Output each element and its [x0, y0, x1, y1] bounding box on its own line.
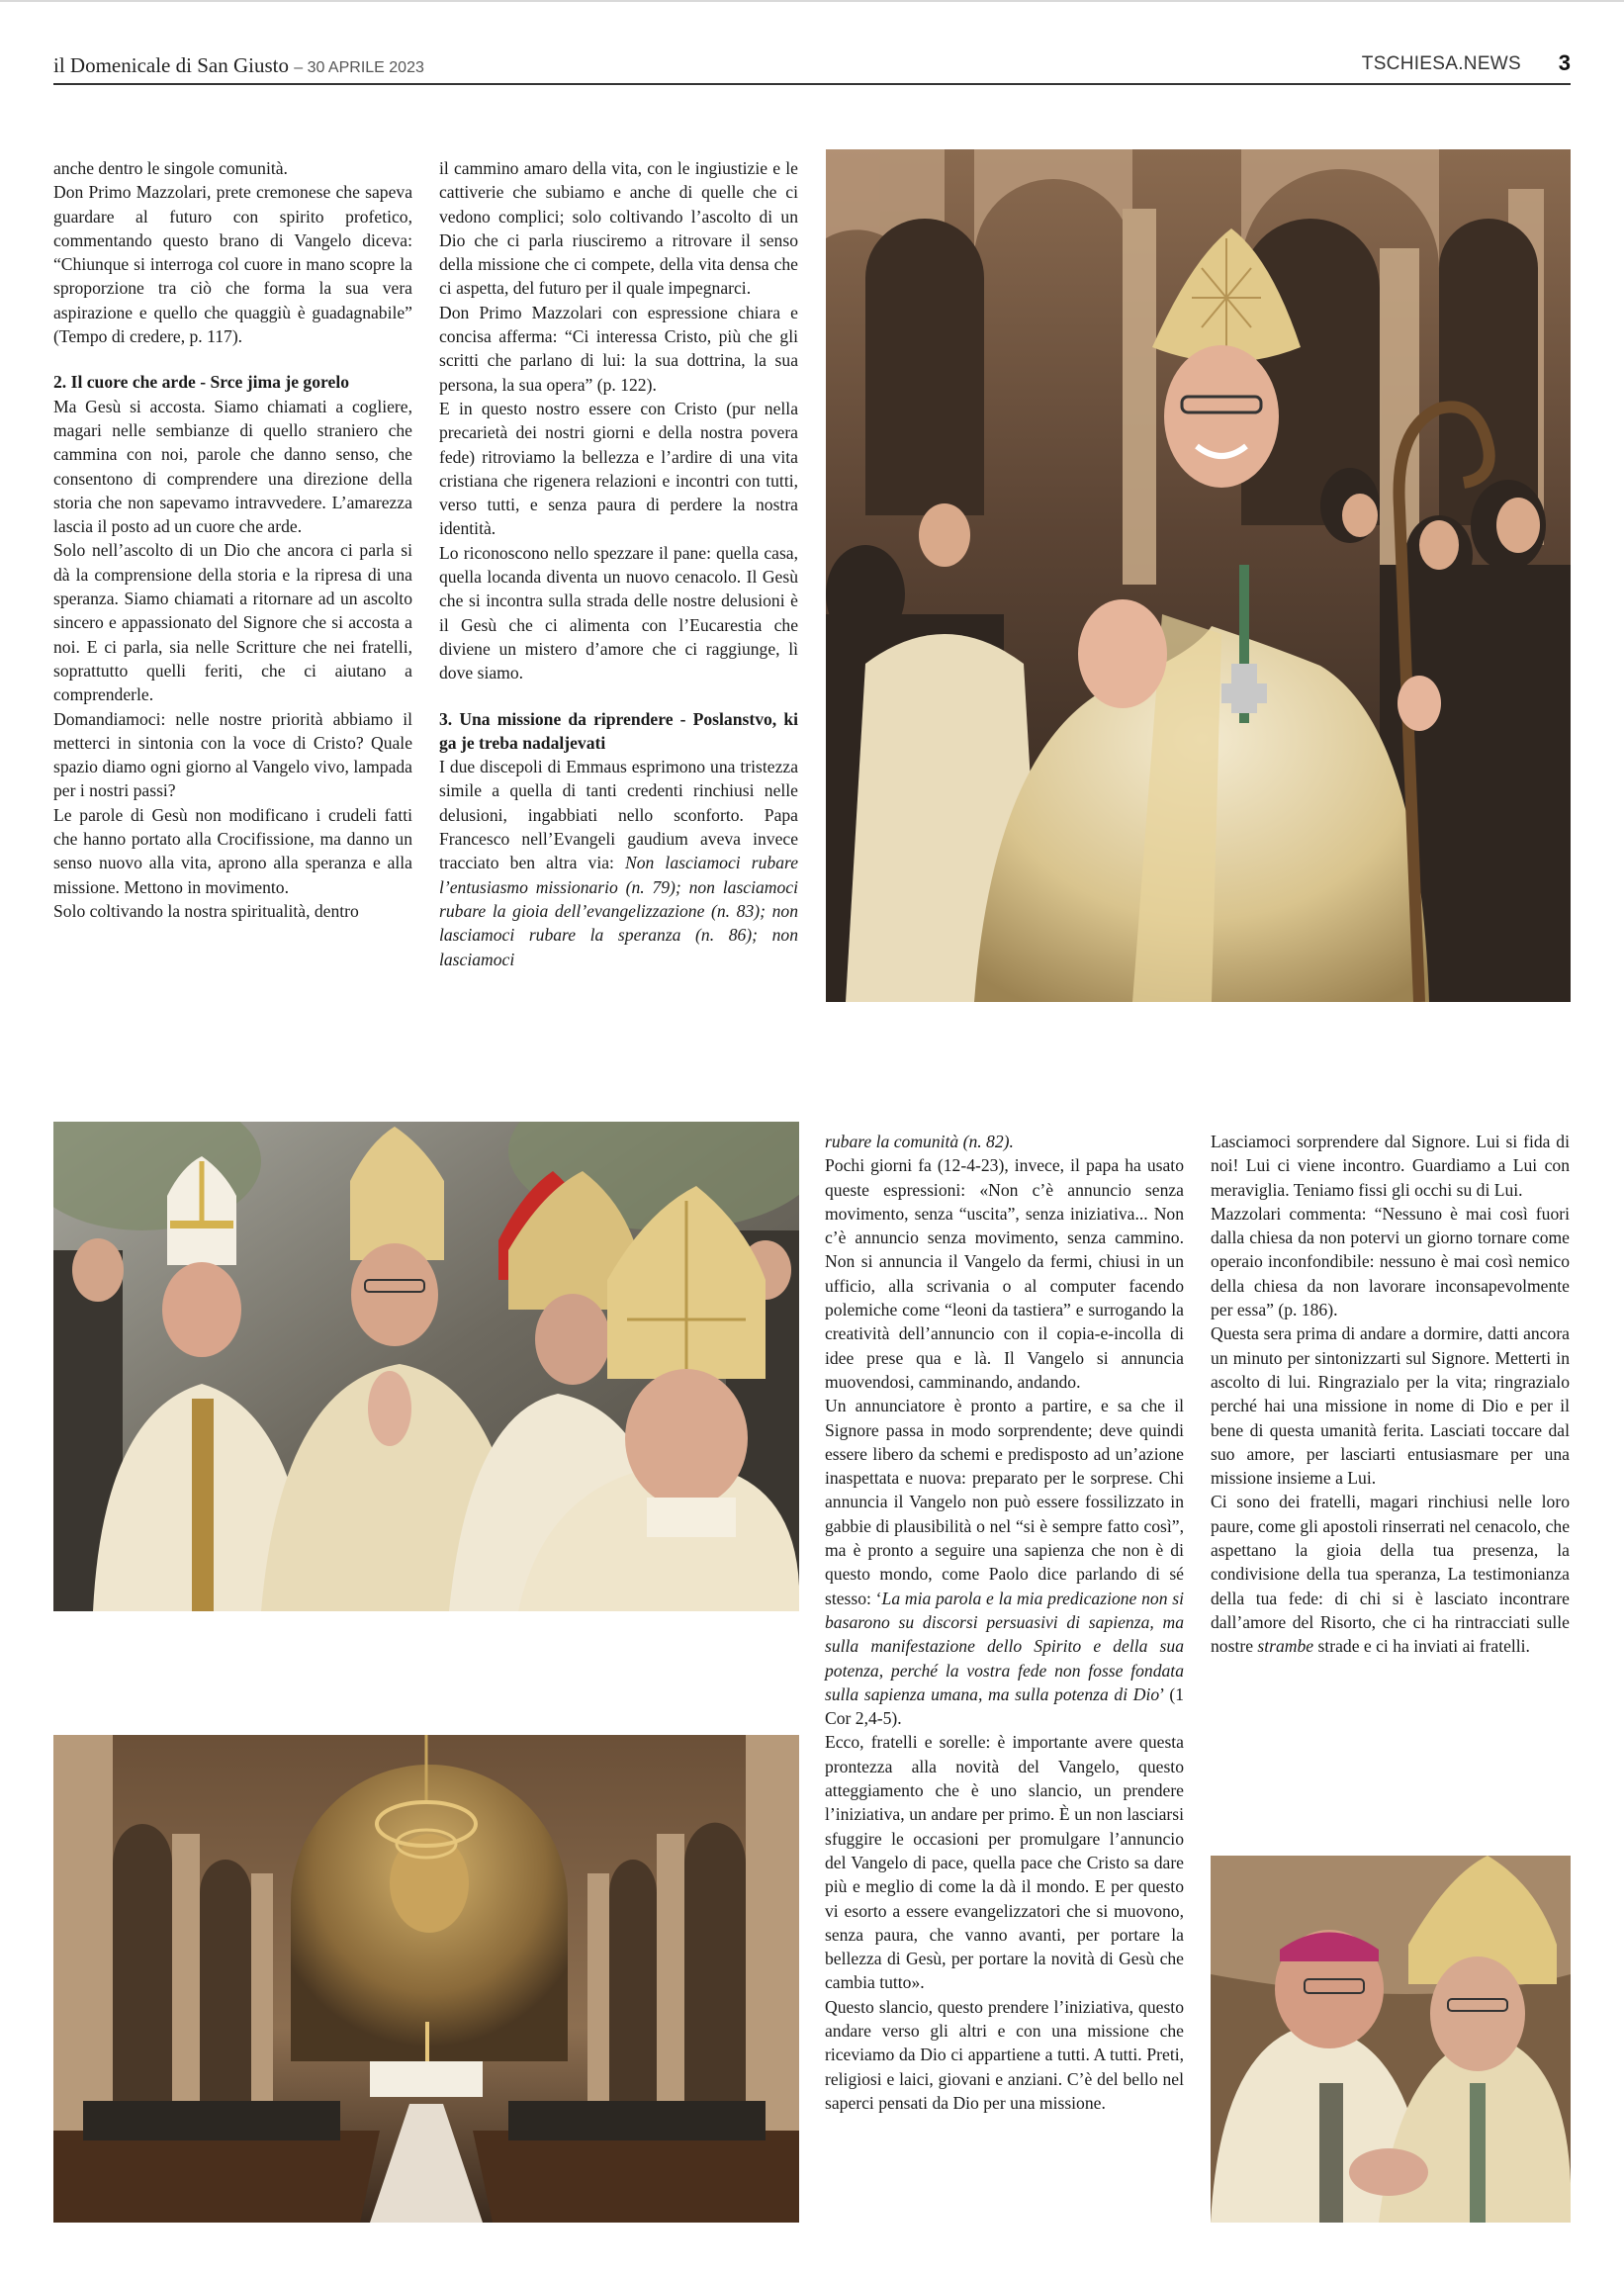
- paragraph: anche dentro le singole comunità.: [53, 158, 288, 178]
- paragraph: Le parole di Gesù non modificano i crudeli fatti che hanno portato alla Crocifissione, ma danno un senso nuovo alla vita, aprono alla speranza e alla missione. Mettono in movimento.: [53, 804, 412, 897]
- publication-title: [53, 53, 424, 78]
- paragraph: Don Primo Mazzolari, prete cremonese che sapeva guardare al futuro con spirito profetico, commentando questo brano di Vangelo diceva: “Chiunque si interroga col cuore in mano scopre la sproporzione tra ciò che forma la sua vera aspirazione e quello che quaggiù è guadagnabile” (Tempo di credere, p. 117).: [53, 182, 412, 347]
- paragraph: Mazzolari commenta: “Nessuno è mai così fuori dalla chiesa da non potervi un giorno tornare come operaio inconfondibile: nessuno è mai così nemico della chiesa da non lavorare inconsapevolmente per essa” (p. 186).: [1211, 1203, 1570, 1320]
- paragraph: E in questo nostro essere con Cristo (pur nella precarietà dei nostri giorni e della nostra povera fede) ritroviamo la bellezza e l’ardire di una vita cristiana che rigenera relazioni e incontri con tutti, verso tutti, e senza paura di perdere la nostra identità.: [439, 398, 798, 539]
- article-column-4: [1211, 1130, 1570, 1659]
- paragraph-text: Un annunciatore è pronto a partire, e sa che il Signore passa in modo sorprendente; deve quindi essere libero da schemi e predisposto ad un’azione inaspettata e nuova: preparato per le sorprese. Chi annuncia il Vangelo non può essere fossilizzato in gabbie di plausibilità o nel “si è sempre fatto così”, ma è pronto a seguire una sapienza che non è di questo mondo, come Paolo dice parlando di sé stesso: ‘: [825, 1396, 1184, 1608]
- quotation: La mia parola e la mia predicazione non si basarono su discorsi persuasivi di sapienza, ma sulla manifestazione dello Spirito e della sua potenza, perché la vostra fede non fosse fondata sulla sapienza umana, ma sulla potenza di Dio: [825, 1588, 1184, 1704]
- paragraph: [825, 1394, 1184, 1730]
- paragraph: Questa sera prima di andare a dormire, datti ancora un minuto per sintonizzarti sul Signore. Metterti in ascolto di lui. Ringrazialo per la vita; ringrazialo perché hai una missione in nome di Dio e per il bene di questa umanità ferita. Lasciati toccare dal suo amore, per lasciarti entusiasmare per una missione insieme a Lui.: [1211, 1323, 1570, 1489]
- section-heading-2: 2. Il cuore che arde - Srce jima je gorelo: [53, 372, 350, 393]
- paragraph: il cammino amaro della vita, con le ingiustizie e le cattiverie che subiamo e anche di quelle che ci vedono complici; solo coltivando l’ascolto di un Dio che ci parla riusciremo a ritrovare il senso della missione che ci compete, della vita densa che ci aspetta, del futuro per il quale impegnarci.: [439, 158, 798, 299]
- paragraph: [825, 1130, 1184, 1153]
- paragraph: Lasciamoci sorprendere dal Signore. Lui si fida di noi! Lui ci viene incontro. Guardiamo a Lui con meraviglia. Teniamo fissi gli occhi su di Lui.: [1211, 1132, 1570, 1200]
- publication-name: il Domenicale di San Giusto: [53, 53, 289, 77]
- paragraph: Lo riconoscono nello spezzare il pane: quella casa, quella locanda diventa un nuovo cenacolo. Il Gesù che si incontra sulla strada delle nostre delusioni è il Gesù che ci alimenta con l’Eucarestia che diviene un mistero d’amore che ci raggiunge, lì dove siamo.: [439, 542, 798, 683]
- paragraph: Don Primo Mazzolari con espressione chiara e concisa afferma: “Ci interessa Cristo, più che gli scritti che parlano di lui: la sua dottrina, la sua persona, la sua opera” (p. 122).: [439, 302, 798, 395]
- page-number: 3: [1558, 50, 1571, 75]
- emphasis: strambe: [1257, 1636, 1314, 1657]
- page-header: [53, 47, 1571, 85]
- paragraph: Solo coltivando la nostra spiritualità, dentro: [53, 900, 359, 921]
- photo-cathedral-nave: [53, 1735, 799, 2223]
- quotation: rubare la comunità (n. 82).: [825, 1132, 1014, 1151]
- photo-two-bishops: [1211, 1856, 1571, 2223]
- paragraph: Pochi giorni fa (12-4-23), invece, il papa ha usato queste espressioni: «Non c’è annuncio senza movimento, senza “uscita”, senza iniziativa... Non c’è annuncio senza movimento, senza cammino. Non si annuncia il Vangelo da fermi, chiusi in un ufficio, alla scrivania o al computer facendo polemiche come “leoni da tastiera” e surrogando la creatività dell’annuncio con il copia-e-incolla di idee prese qua e là. Il Vangelo si annuncia muovendosi, camminando, andando.: [825, 1155, 1184, 1392]
- paragraph: [439, 755, 798, 971]
- paragraph: [1211, 1490, 1570, 1658]
- paragraph-text: I due discepoli di Emmaus esprimono una tristezza simile a quella di tanti credenti rinchiusi nelle delusioni, ingabbiati nello sconforto. Papa Francesco nell’Evangeli gaudium aveva invece tracciato ben altra via:: [439, 757, 798, 873]
- paragraph: Questo slancio, questo prendere l’iniziativa, questo andare verso gli altri e con una missione che riceviamo da Dio ci appartiene a tutti. A tutti. Preti, religiosi e laici, giovani e anziani. C’è del bello nel saperci pensati da Dio per una missione.: [825, 1996, 1184, 2113]
- photo-bishop-waving: [826, 149, 1571, 1002]
- site-name: TSCHIESA.NEWS: [1361, 53, 1521, 74]
- paragraph: Ma Gesù si accosta. Siamo chiamati a cogliere, magari nelle sembianze di quello straniero che cammina con noi, parole che danno senso, che consentono di comprendere una direzione della storia che non sapevamo intravvedere. L’amarezza lascia il posto ad un cuore che arde.: [53, 396, 412, 537]
- paragraph: Solo nell’ascolto di un Dio che ancora ci parla si dà la comprensione della storia e la ripresa di una speranza. Siamo chiamati a ritornare ad un ascolto sincero e appassionato del Signore che si accosta a noi. E ci parla, sia nelle Scritture che nei fratelli, soprattutto quelli feriti, che ci aiutano a comprenderle.: [53, 540, 412, 705]
- article-column-2: [439, 156, 798, 971]
- paragraph-text: Ci sono dei fratelli, magari rinchiusi nelle loro paure, come gli apostoli rinserrati nel cenacolo, che aspettano la gioia della tua presenza, la condivisione della tua speranza, La testimonianza della tua fede: di chi si è lasciato incontrare dall’amore del Risorto, che ci ha rintracciati sulle nostre: [1211, 1492, 1570, 1657]
- top-rule: [0, 0, 1624, 2]
- citation: ’ (1 Cor 2,4-5).: [825, 1683, 1184, 1729]
- article-column-1: [53, 156, 412, 923]
- photo-bishops-procession: [53, 1122, 799, 1611]
- article-column-3: [825, 1130, 1184, 2115]
- section-heading-3: 3. Una missione da riprendere - Poslanstvo, ki ga je treba nadaljevati: [439, 708, 798, 753]
- paragraph: Ecco, fratelli e sorelle: è importante avere questa prontezza alla novità del Vangelo, questo atteggiamento che è uno slancio, un prendere l’iniziativa, un andare per primo. È un non lasciarsi sfuggire le occasioni per promulgare l’annuncio del Vangelo di pace, quella pace che Cristo sa dare più e meglio di come la dà il mondo. E per questo vi esorto a essere evangelizzatori che si muovono, senza paura, che vanno avanti, per portare la bellezza di Gesù, per portare la novità di Gesù che cambia tutto».: [825, 1732, 1184, 1993]
- issue-date: – 30 APRILE 2023: [294, 59, 424, 76]
- paragraph: Domandiamoci: nelle nostre priorità abbiamo il metterci in sintonia con la voce di Cristo? Quale spazio diamo ogni giorno al Vangelo vivo, lampada per i nostri passi?: [53, 708, 412, 801]
- paragraph-text: strade e ci ha inviati ai fratelli.: [1313, 1636, 1530, 1657]
- quotation: Non lasciamoci rubare l’entusiasmo missionario (n. 79); non lasciamoci rubare la gioia dell’evangelizzazione (n. 83); non lasciamoci rubare la speranza (n. 86); non lasciamoci: [439, 853, 798, 969]
